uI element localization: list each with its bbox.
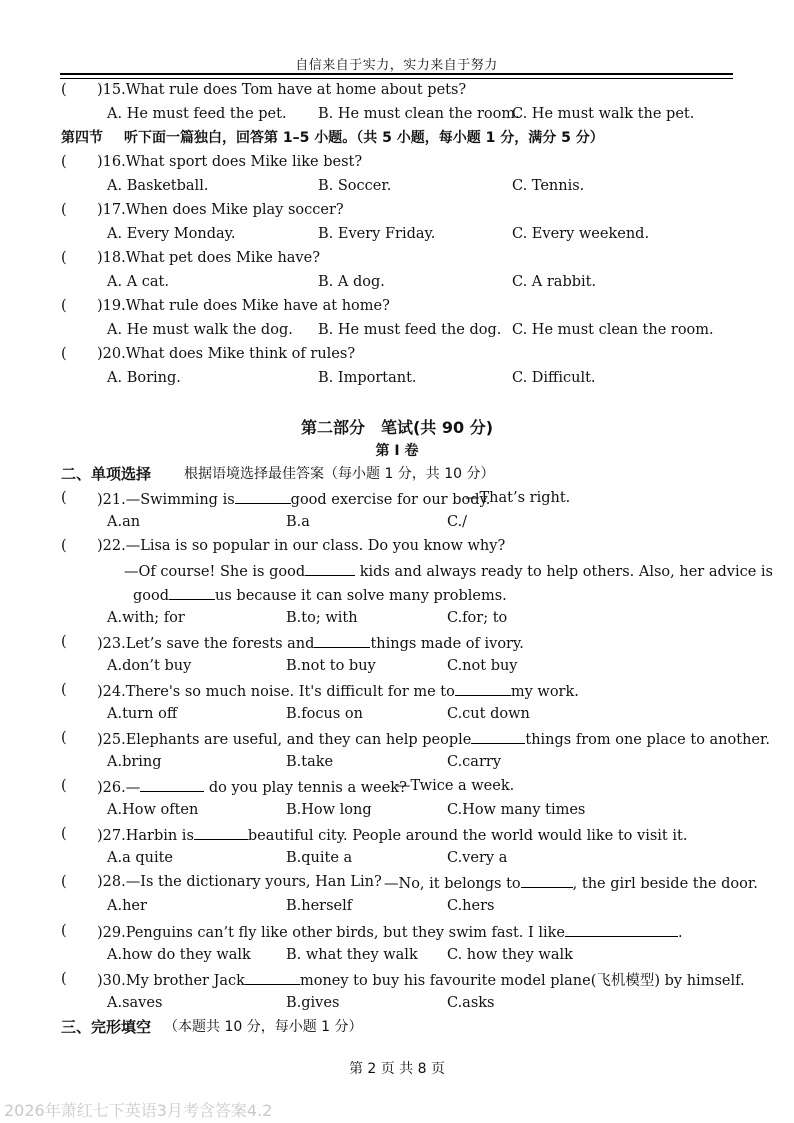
answer-blank (305, 560, 355, 576)
question-text: )23.Let’s save the forests and things made of ivory. (97, 632, 524, 654)
option-a: A.how do they walk (107, 947, 251, 963)
question-text: )16.What sport does Mike like best? (97, 154, 363, 170)
option-b: B.gives (286, 995, 340, 1011)
option-b: B.quite a (286, 850, 353, 866)
header-rule-thin (60, 78, 733, 79)
option-a: A.with; for (107, 610, 185, 626)
option-a: A.turn off (107, 706, 178, 722)
option-a: A. Boring. (107, 370, 181, 386)
answer-paren: ( (61, 682, 67, 698)
header-rule-thick (60, 73, 733, 75)
question-text: )21.—Swimming is good exercise for our body. (97, 488, 490, 510)
question-text: )27.Harbin is beautiful city. People around the world would like to visit it. (97, 824, 687, 846)
option-c: C. Difficult. (512, 370, 596, 386)
question-text: )20.What does Mike think of rules? (97, 346, 356, 362)
option-c: C.very a (447, 850, 508, 866)
question-text: )24.There's so much noise. It's difficult for me to my work. (97, 680, 579, 702)
section-3-instruction: （本题共 10 分，每小题 1 分） (164, 1019, 363, 1035)
answer-blank (235, 488, 291, 504)
option-a: A.How often (107, 802, 199, 818)
header-motto: 自信来自于实力，实力来自于努力 (295, 58, 498, 73)
answer-paren: ( (61, 490, 67, 506)
part-2-title: 第二部分 笔试(共 90 分) (300, 418, 494, 437)
option-b: B. Soccer. (318, 178, 392, 194)
question-text: )26.— do you play tennis a week? (97, 776, 407, 798)
option-b: B. Every Friday. (318, 226, 436, 242)
answer-blank (455, 680, 511, 696)
answer-blank (314, 632, 370, 648)
option-b: B.not to buy (286, 658, 376, 674)
option-c: C. He must clean the room. (512, 322, 714, 338)
option-c: C. A rabbit. (512, 274, 597, 290)
option-c: C./ (447, 514, 468, 530)
question-text: )19.What rule does Mike have at home? (97, 298, 390, 314)
answer-paren: ( (61, 202, 67, 218)
option-b: B.take (286, 754, 334, 770)
answer-paren: ( (61, 874, 67, 890)
answer-paren: ( (61, 826, 67, 842)
option-a: A. Basketball. (107, 178, 209, 194)
answer-paren: ( (61, 82, 67, 98)
option-c: C. He must walk the pet. (512, 106, 695, 122)
answer-paren: ( (61, 634, 67, 650)
option-a: A.a quite (107, 850, 174, 866)
question-text: )30.My brother Jack money to buy his favourite model plane(飞机模型) by himself. (97, 969, 745, 991)
answer-blank (245, 969, 300, 985)
option-b: B. He must clean the room. (318, 106, 520, 122)
question-text: )15.What rule does Tom have at home about pets? (97, 82, 467, 98)
question-reply: —Twice a week. (396, 778, 515, 794)
answer-paren: ( (61, 538, 67, 554)
option-a: A.her (107, 898, 147, 914)
answer-paren: ( (61, 346, 67, 362)
question-text: )28.—Is the dictionary yours, Han Lin? (97, 874, 382, 890)
answer-paren: ( (61, 298, 67, 314)
question-text: )17.When does Mike play soccer? (97, 202, 344, 218)
option-c: C.for; to (447, 610, 508, 626)
option-a: A.bring (107, 754, 162, 770)
option-b: B. what they walk (286, 947, 418, 963)
option-a: A.an (107, 514, 141, 530)
section-2-instruction: 根据语境选择最佳答案（每小题 1 分，共 10 分） (184, 466, 495, 482)
option-c: C. Tennis. (512, 178, 585, 194)
option-a: A. He must walk the dog. (107, 322, 293, 338)
option-b: B.herself (286, 898, 353, 914)
question-text: )25.Elephants are useful, and they can help people things from one place to another. (97, 728, 770, 750)
option-c: C. how they walk (447, 947, 573, 963)
question-reply: —No, it belongs to , the girl beside the door. (384, 872, 758, 894)
option-b: B. Important. (318, 370, 417, 386)
page-number: 第 2 页 共 8 页 (348, 1061, 446, 1077)
section-2-title: 二、单项选择 (61, 465, 152, 483)
option-c: C.cut down (447, 706, 530, 722)
option-b: B.focus on (286, 706, 363, 722)
answer-blank (471, 728, 525, 744)
answer-paren: ( (61, 778, 67, 794)
section-3-title: 三、完形填空 (61, 1018, 152, 1036)
answer-blank (140, 776, 204, 792)
option-a: A.don’t buy (107, 658, 192, 674)
option-a: A.saves (107, 995, 163, 1011)
question-text: )18.What pet does Mike have? (97, 250, 320, 266)
answer-paren: ( (61, 250, 67, 266)
option-b: B.How long (286, 802, 372, 818)
option-b: B.to; with (286, 610, 358, 626)
answer-blank (169, 584, 215, 600)
option-b: B. He must feed the dog. (318, 322, 502, 338)
option-c: C.How many times (447, 802, 586, 818)
question-text: )29.Penguins can’t fly like other birds, but they swim fast. I like . (97, 921, 683, 943)
question-text: )22.—Lisa is so popular in our class. Do you know why? (97, 538, 506, 554)
option-a: A. A cat. (107, 274, 169, 290)
volume-title: 第 I 卷 (375, 443, 419, 459)
option-b: B.a (286, 514, 310, 530)
answer-paren: ( (61, 923, 67, 939)
answer-paren: ( (61, 154, 67, 170)
answer-paren: ( (61, 730, 67, 746)
section-4-instruction: 听下面一篇独白，回答第 1–5 小题。（共 5 小题，每小题 1 分，满分 5 分） (124, 130, 604, 146)
answer-blank (194, 824, 248, 840)
option-a: A. He must feed the pet. (107, 106, 287, 122)
option-c: C. Every weekend. (512, 226, 650, 242)
answer-blank (565, 921, 678, 937)
watermark-text: 2026年萧红七下英语3月考含答案4.2 (4, 1101, 273, 1120)
option-c: C.carry (447, 754, 502, 770)
answer-blank (521, 872, 573, 888)
option-b: B. A dog. (318, 274, 385, 290)
option-c: C.not buy (447, 658, 518, 674)
option-a: A. Every Monday. (107, 226, 236, 242)
option-c: C.asks (447, 995, 495, 1011)
question-text: —Of course! She is good kids and always ready to help others. Also, her advice is (124, 560, 773, 582)
section-4-title: 第四节 (61, 130, 103, 146)
question-reply: —That’s right. (465, 490, 571, 506)
option-c: C.hers (447, 898, 495, 914)
answer-paren: ( (61, 971, 67, 987)
question-text: good us because it can solve many problems. (133, 584, 507, 606)
